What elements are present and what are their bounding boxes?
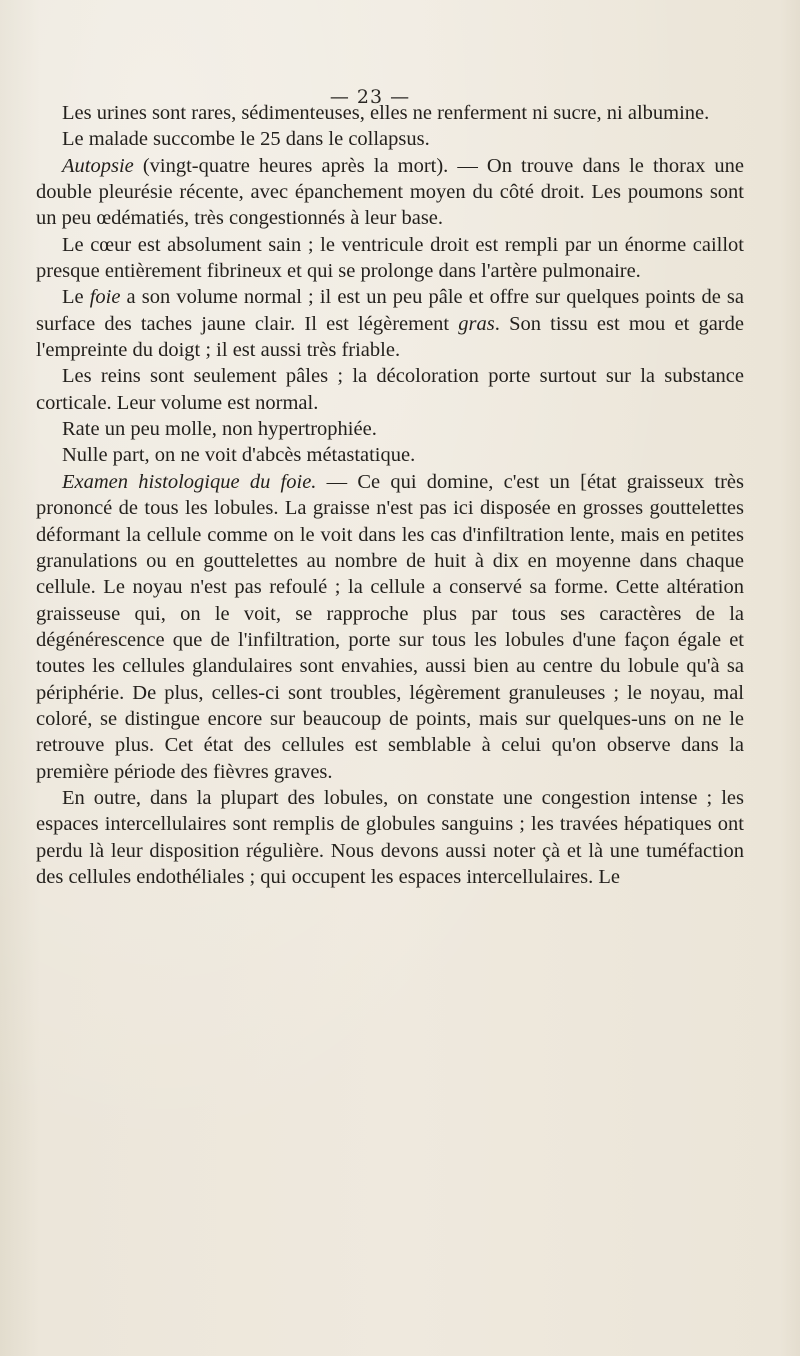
- paragraph-collapsus: [36, 126, 744, 152]
- paragraph-text: Le cœur est absolument sain ; le ventricule droit est rempli par un énorme caillot presque entièrement fibrineux et qui se prolonge dans l'artère pulmonaire.: [36, 233, 744, 283]
- italic-heading-examen: Examen histologique du foie.: [62, 470, 317, 493]
- paragraph-text: Les reins sont seulement pâles ; la décoloration porte surtout sur la substance corticale. Leur volume est normal.: [36, 365, 744, 414]
- paragraph-foie: [36, 284, 744, 363]
- paragraph-text: (vingt-quatre heures après la mort). — On trouve dans le thorax une double pleurésie récente, avec épanchement moyen du côté droit. Les poumons sont un peu œdématiés, très congestionnés à leur base.: [36, 154, 744, 230]
- paragraph-text: — Ce qui domine, c'est un [état graisseux très prononcé de tous les lobules. La graisse n'est pas ici disposée en grosses gouttelettes déformant la cellule comme on le voit dans les cas d'infiltration lente, mais en petites granulations ou en gouttelettes au nombre de huit à dix en moyenne dans chaque cellule. Le noyau n'est pas refoulé ; la cellule a conservé sa forme. Cette altération graisseuse qui, on le voit, se rapproche plus par tous ses caractères de la dégénérescence que de l'infiltration, porte sur tous les lobules d'une façon égale et toutes les cellules glandulaires sont envahies, aussi bien au centre du lobule qu'à sa périphérie. De plus, celles-ci sont troubles, légèrement granuleuses ; le noyau, mal coloré, se distingue encore sur beaucoup de points, mais sur quelques-uns on ne le retrouve plus. Cet état des cellules est semblable à celui qu'on observe dans la première période des fièvres graves.: [36, 470, 745, 783]
- italic-term-gras: gras: [458, 312, 495, 335]
- paragraph-examen-histologique: [36, 469, 744, 785]
- paragraph-coeur: [36, 232, 744, 285]
- paragraph-text-before: Le: [62, 286, 90, 309]
- paragraph-rate: [36, 416, 744, 442]
- paragraph-abces: [36, 442, 744, 468]
- paragraph-congestion: [36, 785, 744, 890]
- paragraph-text-after: . Son tissu est mou et garde l'empreinte du doigt ; il est aussi très friable.: [36, 312, 744, 362]
- paragraph-autopsie: [36, 153, 744, 232]
- paragraph-text: Rate un peu molle, non hypertrophiée.: [62, 418, 377, 441]
- body-text: [36, 100, 744, 890]
- paragraph-text: Les urines sont rares, sédimenteuses, elles ne renferment ni sucre, ni albumine.: [62, 102, 710, 124]
- paragraph-urines: [36, 100, 744, 126]
- paragraph-text: Nulle part, on ne voit d'abcès métastatique.: [62, 444, 416, 467]
- italic-heading-autopsie: Autopsie: [62, 154, 134, 177]
- paragraph-reins: [36, 363, 744, 416]
- paragraph-text: Le malade succombe le 25 dans le collapsus.: [62, 128, 430, 151]
- italic-term-foie: foie: [89, 286, 121, 309]
- paragraph-text-middle: a son volume normal ; il est un peu pâle et offre sur quelques points de sa surface des taches jaune clair. Il est légèrement: [36, 286, 744, 335]
- paragraph-text: En outre, dans la plupart des lobules, on constate une congestion intense ; les espaces intercellulaires sont remplis de globules sanguins ; les travées hépatiques ont perdu là leur disposition régulière. Nous devons aussi noter çà et là une tuméfaction des cellules endothéliales ; qui occupent les espaces intercellulaires. Le: [36, 786, 744, 888]
- page-number: — 23 —: [329, 86, 411, 108]
